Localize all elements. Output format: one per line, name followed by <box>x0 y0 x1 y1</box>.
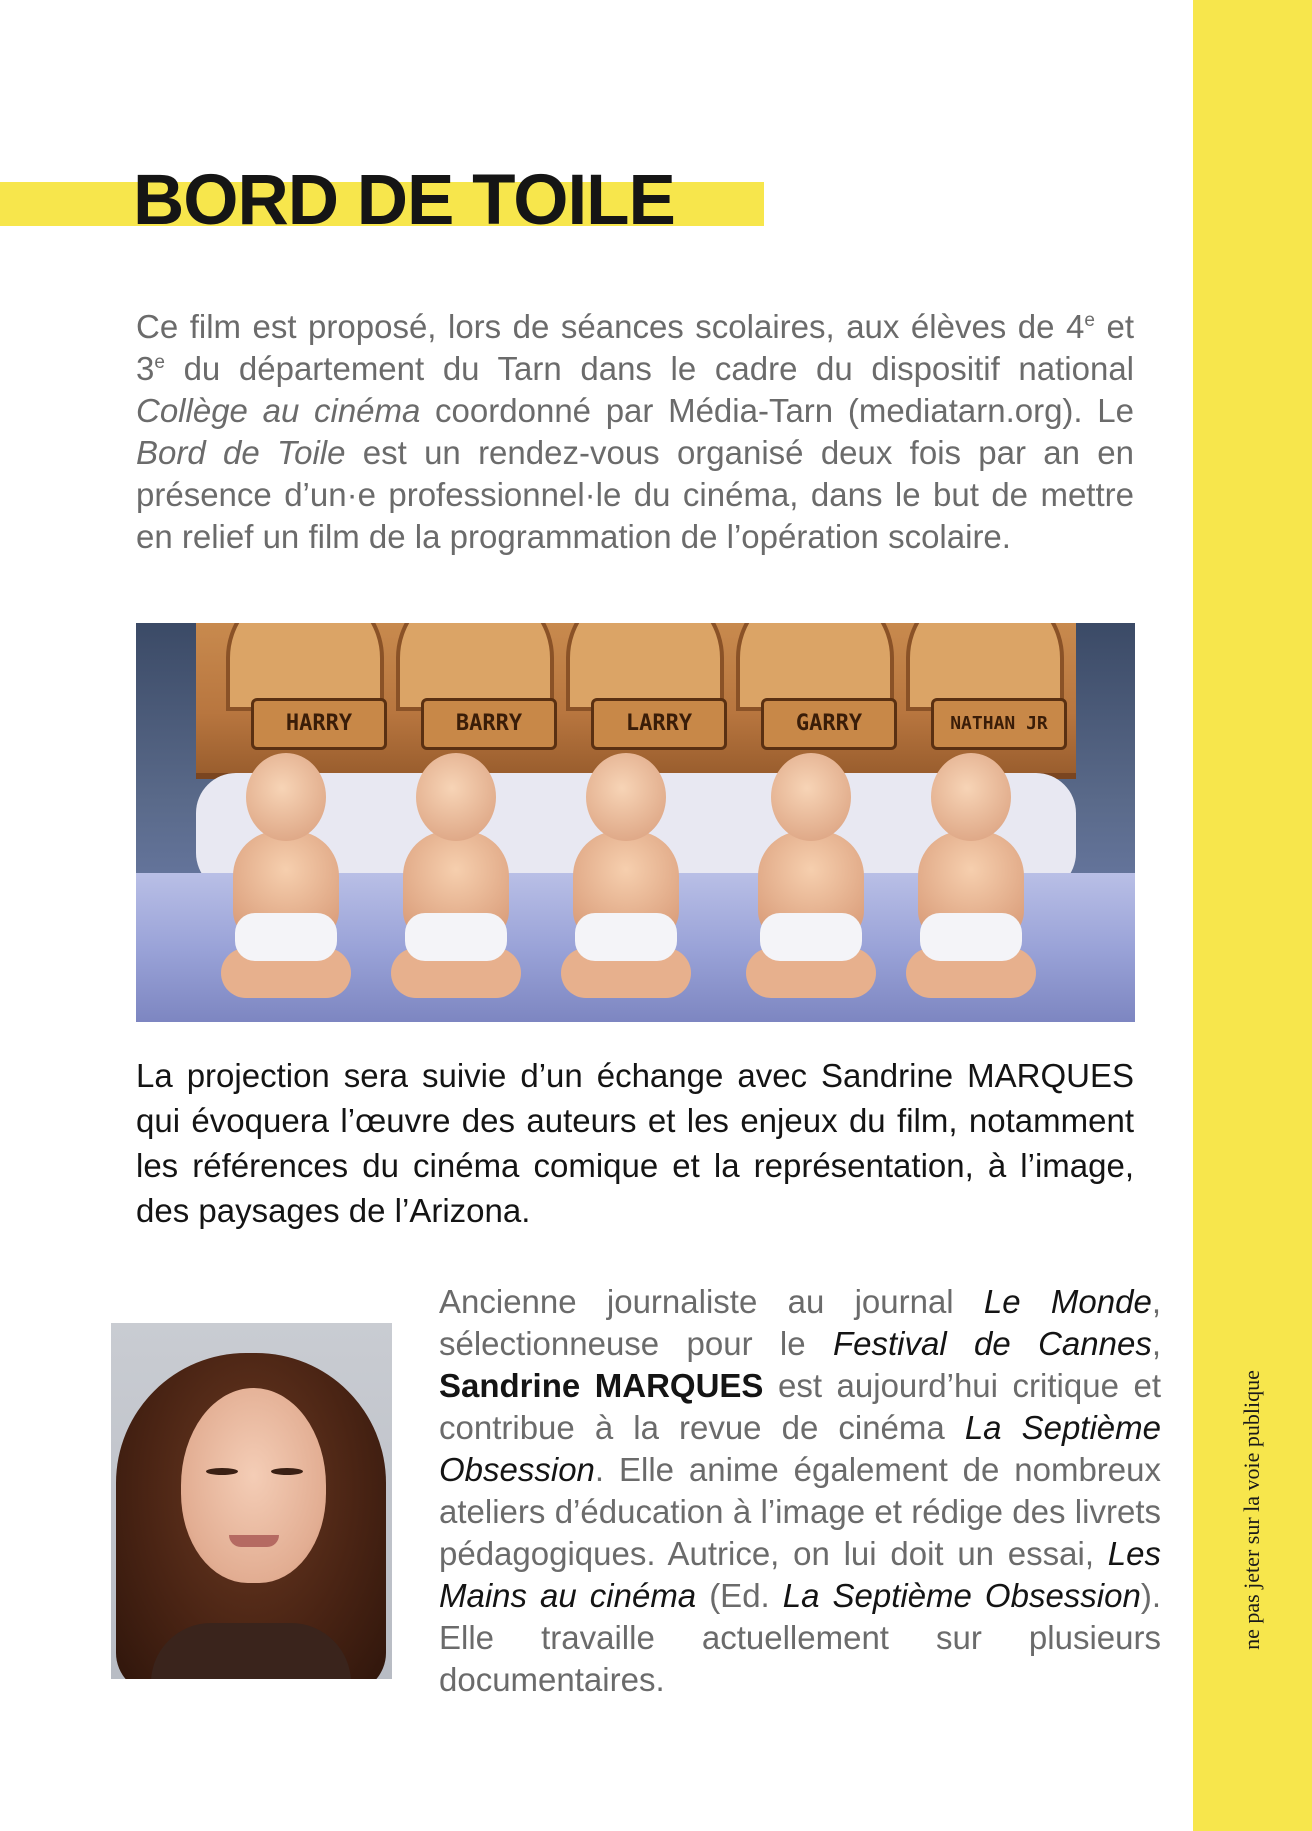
review-name: La Septième Obsession <box>439 1409 1161 1488</box>
portrait-photo <box>111 1323 392 1679</box>
bio-text: , sélectionneuse pour le <box>439 1283 1161 1362</box>
intro-text: coordonné par Média-Tarn (mediatarn.org). Le <box>420 392 1134 429</box>
bio-text: ). Elle travaille actuellement sur plusieurs documentaires. <box>439 1577 1162 1698</box>
nameplate: GARRY <box>761 698 897 750</box>
publisher-name: La Septième Obsession <box>782 1577 1141 1614</box>
intro-text: est un rendez-vous organisé deux fois par an en présence d’un·e professionnel·le du cinéma, dans le but de mettre en relief un film de la programmation de l’opération scolaire. <box>136 434 1134 555</box>
essay-title: Les Mains au cinéma <box>439 1535 1161 1614</box>
bio-paragraph <box>439 1281 1161 1701</box>
bio-text: (Ed. <box>696 1577 783 1614</box>
intro-text: et 3 <box>136 308 1134 387</box>
film-still-image <box>136 623 1135 1022</box>
intro-text: Ce film est proposé, lors de séances scolaires, aux élèves de 4 <box>136 308 1085 345</box>
bio-text: Ancienne journaliste au journal <box>439 1283 984 1320</box>
portrait-mouth <box>229 1535 279 1547</box>
baby <box>391 753 521 1003</box>
portrait-shoulder <box>151 1623 351 1679</box>
baby <box>906 753 1036 1003</box>
portrait-eye <box>206 1468 238 1475</box>
bio-text: , <box>1151 1325 1161 1362</box>
nameplate: HARRY <box>251 698 387 750</box>
page-title: BORD DE TOILE <box>133 161 675 240</box>
intro-text: du département du Tarn dans le cadre du dispositif national <box>164 350 1134 387</box>
bio-text: est aujourd’hui critique et contribue à la revue de cinéma <box>439 1367 1161 1446</box>
nameplate: NATHAN JR <box>931 698 1067 750</box>
exchange-paragraph: La projection sera suivie d’un échange avec Sandrine MARQUES qui évoquera l’œuvre des auteurs et les enjeux du film, notamment les références du cinéma comique et la représentation, à l’image, des paysages de l’Arizona. <box>136 1057 1134 1229</box>
nameplate: LARRY <box>591 698 727 750</box>
nameplate: BARRY <box>421 698 557 750</box>
newspaper-name: Le Monde <box>983 1283 1152 1320</box>
baby <box>746 753 876 1003</box>
portrait-face <box>181 1388 326 1583</box>
festival-name: Festival de Cannes <box>832 1325 1152 1362</box>
superscript: e <box>154 352 165 373</box>
superscript: e <box>1084 310 1095 331</box>
guest-name: Sandrine MARQUES <box>439 1367 764 1404</box>
program-name: Collège au cinéma <box>136 392 421 429</box>
portrait-eye <box>271 1468 303 1475</box>
baby <box>561 753 691 1003</box>
baby <box>221 753 351 1003</box>
intro-paragraph <box>136 306 1134 558</box>
side-notice: ne pas jeter sur la voie publique <box>1239 1370 1264 1650</box>
event-name: Bord de Toile <box>136 434 346 471</box>
bio-text: . Elle anime également de nombreux ateliers d’éducation à l’image et rédige des livrets pédagogiques. Autrice, on lui doit un essai, <box>439 1451 1161 1572</box>
